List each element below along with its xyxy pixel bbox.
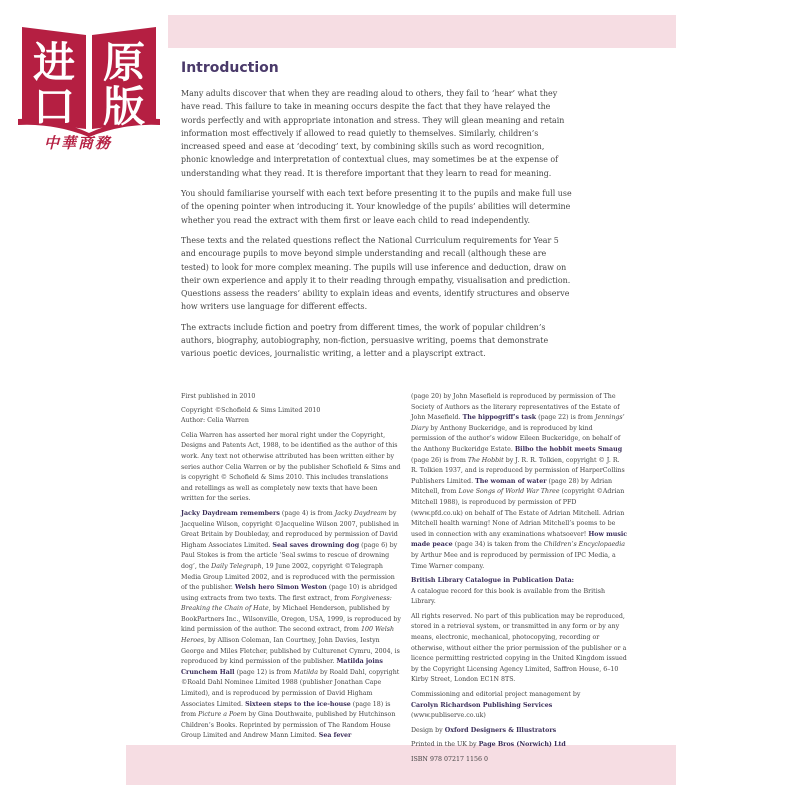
moral-rights: Celia Warren has asserted her moral right under the Copyright, Designs and Patents Act, 1988, to be identified as the author of this work. Any text not otherwise attributed has been written either by series author Celia Warren or by the publisher Schofield & Sims and is copyright © Schofield & Sims 2010. This includes translations and retellings as well as completely new texts that have been written for the series. xyxy=(181,431,401,503)
credit-title: The woman of water xyxy=(475,477,547,485)
print-prefix: Printed in the UK by xyxy=(411,741,479,749)
credit-text: by Anthony Buckeridge, and is reproduced by kind permission of the author’s widow Eileen Buckeridge, on behalf of the Anthony Buckeridge Estate. xyxy=(411,424,621,453)
isbn: ISBN 978 07217 1156 0 xyxy=(411,756,489,763)
design-name: Oxford Designers & Illustrators xyxy=(444,726,557,734)
credit-text: (page 34) is taken from the xyxy=(452,541,544,549)
credit-title: Seal saves drowning dog xyxy=(272,541,360,549)
logo-caption: 中華商務 xyxy=(44,134,113,152)
credit-text: by Jacqueline Wilson, copyright ©Jacqueline Wilson 2007, published in Great Britain by Doubleday, and reproduced by permission of David Higham Associates Limited. xyxy=(181,509,399,549)
credit-text: by Roald Dahl, copyright ©Roald Dahl Nominee Limited 1988 (publisher Jonathan Cape Limited), and is reproduced by permission of David Higham Associates Limited. xyxy=(181,668,400,708)
design-prefix: Design by xyxy=(411,726,445,734)
source-title: Daily Telegraph xyxy=(211,562,262,570)
credit-text: (page 22) is from xyxy=(536,414,595,422)
credit-text: , 19 June 2002, copyright ©Telegraph Media Group Limited 2002, and is reproduced with the permission of the publisher. xyxy=(181,562,395,592)
credit-text: (page 20) by John Masefield is reproduced by permission of The Society of Authors as the literary representatives of the Estate of John Masefield. xyxy=(411,393,620,422)
intro-paragraph-3: These texts and the related questions reflect the National Curriculum requirements for Year 5 and encourage pupils to move beyond simple understanding and recall (although these are tested) to look for more complex meaning. The pupils will use inference and deduction, draw on their own experience and apply it to their reading through empathy, visualisation and prediction. Questions assess the readers’ ability to explain ideas and events, identify structures and observe how writers use language for different effects. xyxy=(181,235,571,312)
credit-text: by Arthur Mee and is reproduced by permission of IPC Media, a Time Warner company. xyxy=(411,551,616,570)
source-title: Forgiveness: Breaking the Chain of Hate xyxy=(181,594,392,613)
source-title: Picture a Poem xyxy=(198,711,247,719)
credit-text: (page 6) by Paul Stokes is from the article ‘Seal swims to rescue of drowning dog’, the xyxy=(181,541,398,570)
credit-text: (copyright ©Adrian Mitchell 1988), is reproduced by permission of PFD (www.pfd.co.uk) on behalf of The Estate of Adrian Mitchell. Adrian Mitchell health warning! None of Adrian Mitchell’s poems to be used in connection with any examinations whatsoever! xyxy=(411,488,625,538)
credit-text: (page 18) is from xyxy=(181,700,391,719)
credit-text: (page 10) is abridged using extracts from two texts. The first extract, from xyxy=(181,584,398,602)
credit-text: , by Allison Coleman, Ian Courtney, John Davies, Iestyn George and Miles Fletcher, published by Culturenet Cymru, 2004, is reproduced by kind permission of the publisher. xyxy=(181,637,400,666)
credits-right-column xyxy=(411,392,628,770)
logo-char-1: 进 xyxy=(32,38,76,87)
source-title: 100 Welsh Heroes xyxy=(181,626,395,645)
credits-left-column xyxy=(181,392,401,746)
credit-title: Matilda joins Crunchem Hall xyxy=(181,658,383,676)
credit-title: Jacky Daydream remembers xyxy=(181,509,280,517)
credit-text: (page 26) is from xyxy=(411,456,468,464)
all-rights-reserved: All rights reserved. No part of this publication may be reproduced, stored in a retrieval system, or transmitted in any form or by any means, electronic, mechanical, photocopying, recording or otherwise, without either the prior permission of the publisher or a licence permitting restricted copying in the United Kingdom issued by the Copyright Licensing Agency Limited, Saffron House, 6–10 Kirby Street, London EC1N 8TS. xyxy=(411,612,627,684)
commission-url: (www.publiserve.co.uk) xyxy=(411,712,486,720)
first-published: First published in 2010 xyxy=(181,393,256,400)
logo-char-3: 口 xyxy=(32,82,76,131)
source-title: Jennings’ Diary xyxy=(411,414,625,432)
source-title: Jacky Daydream xyxy=(334,509,387,517)
source-title: Matilda xyxy=(293,668,318,676)
credit-text: (page 28) by Adrian Mitchell, from xyxy=(411,477,613,496)
source-title: The Hobbit xyxy=(467,456,504,464)
logo-char-2: 原 xyxy=(102,38,146,87)
credit-title: How music made peace xyxy=(411,530,628,549)
credit-title: Sea fever xyxy=(318,732,352,740)
introduction-body xyxy=(181,87,573,368)
credit-title: The hippogriff’s task xyxy=(462,414,537,422)
copyright-line: Copyright ©Schofield & Sims Limited 2010 xyxy=(181,406,321,414)
printer-name: Page Bros (Norwich) Ltd xyxy=(478,741,566,749)
source-title: Children’s Encyclopaedia xyxy=(543,541,626,549)
credit-text: by Gina Douthwaite, published by Hutchinson Children’s Books. Reprinted by permission of The Random House Group Limited and Andrew Mann Limited. xyxy=(181,711,396,740)
credit-title: Welsh hero Simon Weston xyxy=(234,584,327,592)
header-pink-band xyxy=(168,15,676,48)
commission-name: Carolyn Richardson Publishing Services xyxy=(411,701,553,709)
source-title: Love Songs of World War Three xyxy=(458,488,560,496)
design-credit xyxy=(411,726,628,737)
page-title: Introduction xyxy=(181,60,279,76)
logo-char-4: 版 xyxy=(102,82,146,131)
credit-title: Sixteen steps to the ice-house xyxy=(245,700,351,708)
commission-line: Commissioning and editorial project management by xyxy=(411,691,581,699)
cip-text: A catalogue record for this book is available from the British Library. xyxy=(411,587,605,606)
credit-text: by J. R. R. Tolkien, copyright © J. R. R. Tolkien 1937, and is reproduced by permission of HarperCollins Publishers Limited. xyxy=(411,456,625,485)
credit-text: , by Michael Henderson, published by BookPartners Inc., Wilsonville, Oregon, USA, 1999, is reproduced by kind permission of the author. The second extract, from xyxy=(181,605,401,634)
print-credit xyxy=(411,740,628,751)
acknowledgements-left xyxy=(181,509,401,742)
cip-title: British Library Catalogue in Publication Data: xyxy=(411,577,574,585)
intro-paragraph-1: Many adults discover that when they are reading aloud to others, they fail to ‘hear’ what they have read. This failure to take in meaning occurs despite the fact that they have relayed the words perfectly and with appropriate intonation and stress. They will glean meaning and retain information most effectively if allowed to read quietly to themselves. Similarly, children’s increased speed and ease at ‘decoding’ text, by combining skills such as word recognition, phonic knowledge and interpretation of contextual clues, may sometimes be at the expense of understanding what they read. It is therefore important that they learn to read for meaning. xyxy=(181,89,565,178)
credit-title: Bilbo the hobbit meets Smaug xyxy=(514,445,623,453)
credit-text: (page 4) is from xyxy=(279,509,335,517)
intro-paragraph-2: You should familiarise yourself with each text before presenting it to the pupils and make full use of the opening pointer when introducing it. Your knowledge of the pupils’ abilities will determine whether you read the extract with them first or leave each child to read independently. xyxy=(181,189,572,225)
intro-paragraph-4: The extracts include fiction and poetry from different times, the work of popular children’s authors, biography, autobiography, non-fiction, persuasive writing, poems that demonstrate various poetic devices, journalistic writing, a letter and a playscript extract. xyxy=(181,322,549,359)
acknowledgements-right xyxy=(411,392,628,572)
author-line: Author: Celia Warren xyxy=(181,417,249,425)
credit-text: (page 12) is from xyxy=(234,668,294,676)
